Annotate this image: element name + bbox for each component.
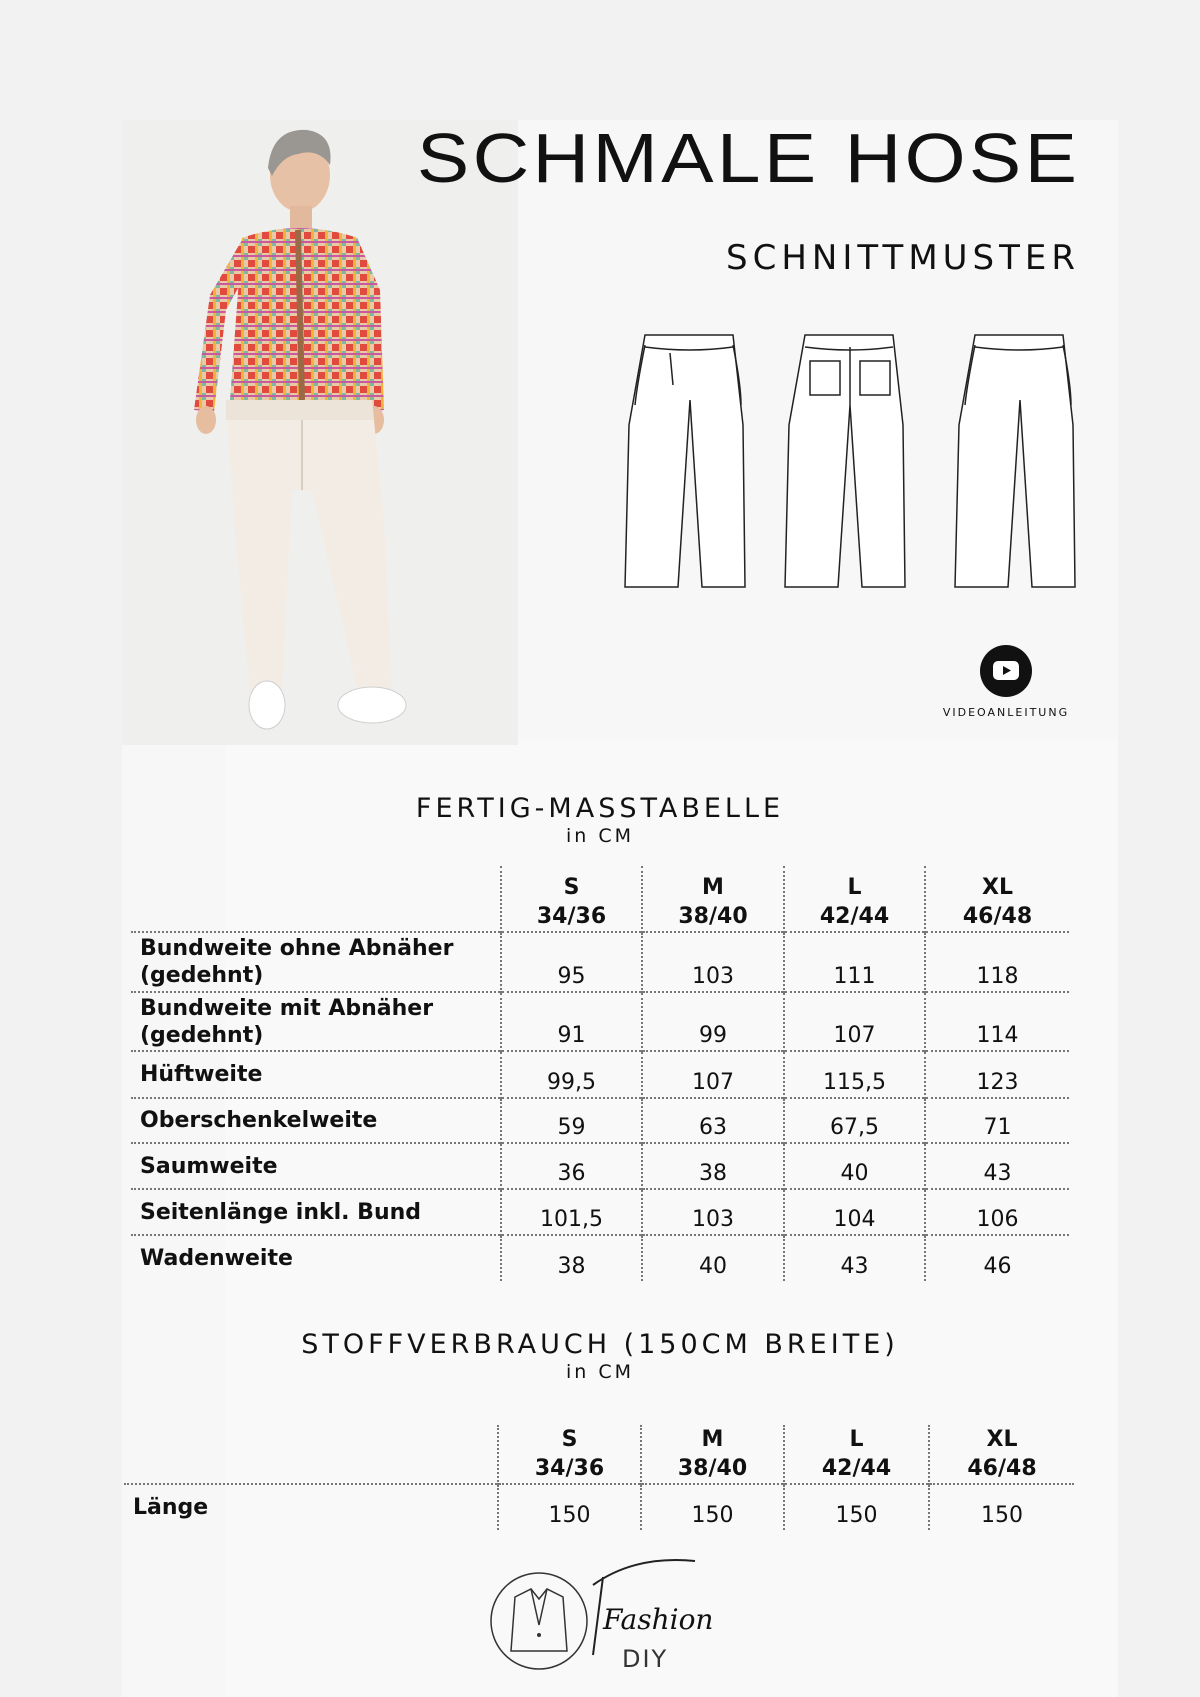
table-cell: 99 bbox=[642, 992, 784, 1051]
measure-table-title: FERTIG-MASSTABELLE bbox=[415, 793, 785, 824]
size-header bbox=[784, 1425, 929, 1484]
header-empty bbox=[124, 1425, 498, 1484]
brand-script: Fashion bbox=[603, 1603, 714, 1636]
size-header bbox=[925, 866, 1069, 932]
row-label: Oberschenkelweite bbox=[140, 1108, 378, 1133]
size-header bbox=[641, 1425, 784, 1484]
size-header bbox=[498, 1425, 641, 1484]
table-header-row bbox=[124, 1425, 1074, 1484]
table-cell: 111 bbox=[784, 932, 925, 992]
table-cell: 40 bbox=[784, 1143, 925, 1189]
table-cell: 46 bbox=[925, 1235, 1069, 1281]
row-label: Bundweite mit Abnäher (gedehnt) bbox=[140, 995, 434, 1048]
size-range: 42/44 bbox=[821, 1456, 892, 1481]
video-label[interactable]: VIDEOANLEITUNG bbox=[942, 706, 1070, 719]
table-row bbox=[131, 1189, 1069, 1235]
fabric-table bbox=[124, 1425, 1074, 1530]
size-range: 46/48 bbox=[962, 904, 1033, 929]
size-label: M bbox=[701, 1427, 724, 1452]
trouser-side-drawing bbox=[955, 335, 1075, 587]
table-cell: 40 bbox=[642, 1235, 784, 1281]
header-empty bbox=[131, 866, 501, 932]
size-range: 34/36 bbox=[534, 1456, 605, 1481]
table-row bbox=[131, 1098, 1069, 1143]
size-label: XL bbox=[986, 1427, 1018, 1452]
table-row bbox=[131, 992, 1069, 1051]
table-cell: 63 bbox=[642, 1098, 784, 1143]
table-cell: 107 bbox=[642, 1051, 784, 1098]
row-label: Länge bbox=[133, 1495, 209, 1520]
model-illustration bbox=[122, 120, 518, 745]
table-cell: 150 bbox=[784, 1484, 929, 1530]
table-cell: 114 bbox=[925, 992, 1069, 1051]
row-label: Seitenlänge inkl. Bund bbox=[140, 1199, 422, 1225]
page-subtitle: SCHNITTMUSTER bbox=[726, 238, 1080, 278]
table-cell: 91 bbox=[501, 992, 642, 1051]
table-header-row bbox=[131, 866, 1069, 932]
table-cell: 101,5 bbox=[501, 1189, 642, 1235]
table-cell: 118 bbox=[925, 932, 1069, 992]
size-range: 38/40 bbox=[678, 904, 748, 929]
table-cell: 150 bbox=[641, 1484, 784, 1530]
size-header bbox=[784, 866, 925, 932]
size-label: M bbox=[702, 875, 724, 900]
trouser-back-drawing bbox=[785, 335, 905, 587]
table-cell: 103 bbox=[642, 932, 784, 992]
table-cell: 38 bbox=[501, 1235, 642, 1281]
size-range: 38/40 bbox=[677, 1456, 748, 1481]
table-cell: 36 bbox=[501, 1143, 642, 1189]
size-range: 34/36 bbox=[536, 904, 607, 929]
table-cell: 99,5 bbox=[501, 1051, 642, 1098]
brand-sub: DIY bbox=[622, 1645, 669, 1673]
table-cell: 59 bbox=[501, 1098, 642, 1143]
technical-drawings bbox=[615, 325, 1085, 595]
table-row bbox=[131, 1235, 1069, 1281]
play-icon bbox=[980, 645, 1032, 697]
fabric-table-title: STOFFVERBRAUCH (150CM BREITE) bbox=[301, 1329, 899, 1360]
table-cell: 43 bbox=[784, 1235, 925, 1281]
table-cell: 95 bbox=[501, 932, 642, 992]
table-row bbox=[124, 1484, 1074, 1530]
measure-table-unit: in CM bbox=[565, 825, 635, 847]
table-cell: 106 bbox=[925, 1189, 1069, 1235]
size-label: S bbox=[561, 1427, 578, 1452]
size-range: 46/48 bbox=[967, 1456, 1037, 1481]
table-row bbox=[131, 932, 1069, 992]
youtube-icon[interactable] bbox=[980, 645, 1032, 697]
size-header bbox=[642, 866, 784, 932]
size-label: S bbox=[563, 875, 580, 900]
table-cell: 107 bbox=[784, 992, 925, 1051]
size-label: XL bbox=[982, 875, 1013, 900]
row-label: Wadenweite bbox=[140, 1246, 293, 1271]
size-header bbox=[929, 1425, 1074, 1484]
row-label: Saumweite bbox=[140, 1153, 278, 1179]
page-title: SCHMALE HOSE bbox=[416, 119, 1080, 197]
table-cell: 150 bbox=[498, 1484, 641, 1530]
table-cell: 43 bbox=[925, 1143, 1069, 1189]
fabric-table-unit: in CM bbox=[565, 1361, 635, 1383]
table-row bbox=[131, 1051, 1069, 1098]
table-cell: 123 bbox=[925, 1051, 1069, 1098]
table-cell: 71 bbox=[925, 1098, 1069, 1143]
row-label: Hüftweite bbox=[140, 1062, 263, 1087]
brand-logo bbox=[485, 1555, 725, 1685]
size-label: L bbox=[849, 1427, 864, 1452]
table-cell: 115,5 bbox=[784, 1051, 925, 1098]
table-cell: 104 bbox=[784, 1189, 925, 1235]
table-cell: 103 bbox=[642, 1189, 784, 1235]
size-range: 42/44 bbox=[819, 904, 890, 929]
table-row bbox=[131, 1143, 1069, 1189]
table-cell: 67,5 bbox=[784, 1098, 925, 1143]
table-cell: 38 bbox=[642, 1143, 784, 1189]
row-label: Bundweite ohne Abnäher (gedehnt) bbox=[140, 936, 454, 988]
size-header bbox=[501, 866, 642, 932]
table-cell: 150 bbox=[929, 1484, 1074, 1530]
trouser-front-drawing bbox=[625, 335, 745, 587]
measure-table bbox=[131, 866, 1069, 1281]
size-label: L bbox=[847, 875, 862, 900]
model-photo bbox=[122, 120, 518, 745]
